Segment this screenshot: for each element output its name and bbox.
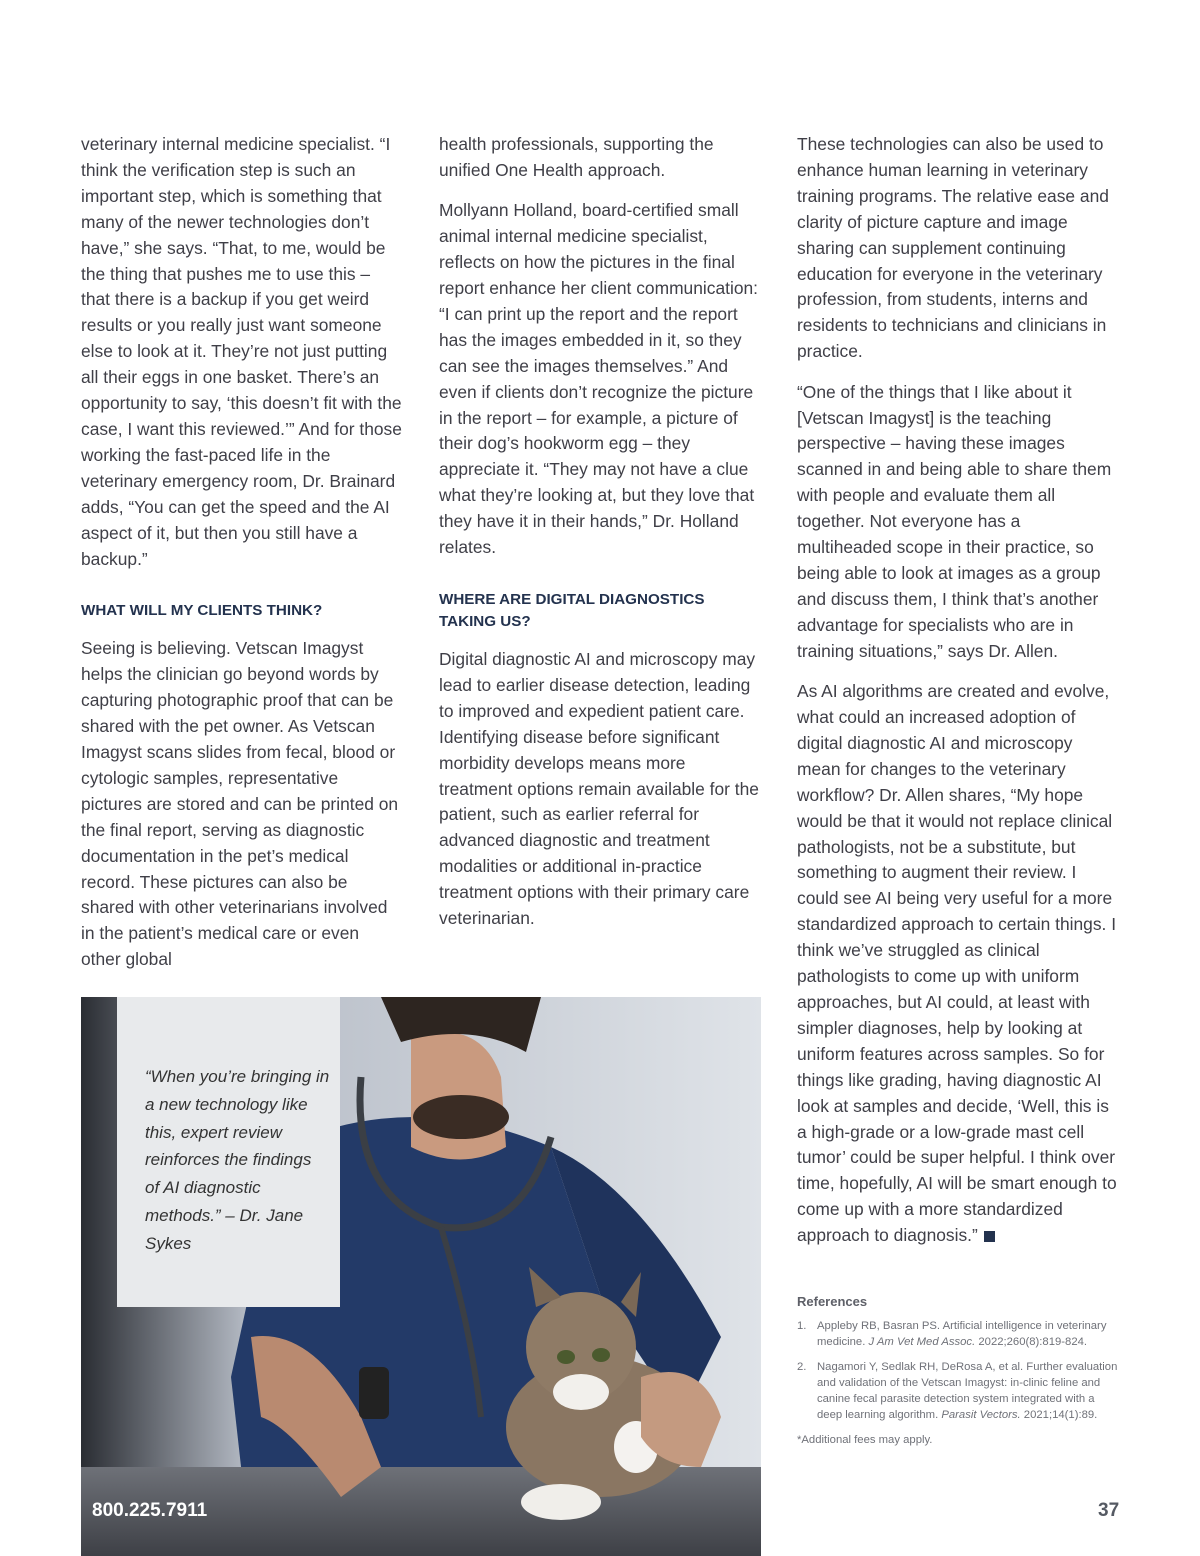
section-heading: WHAT WILL MY CLIENTS THINK? — [81, 602, 323, 620]
body-paragraph: Digital diagnostic AI and microscopy may lead to earlier disease detection, leading to improved and expedient patient care. Identifying disease before significant morbidity develops means more treatment options remain available for the patient, such as earlier referral for advanced diagnostic and treatment modalities or additional in-practice treatment options with their primary care veterinarian. — [439, 649, 759, 929]
section-heading: WHERE ARE DIGITAL DIAGNOSTICS TAKING US? — [439, 591, 705, 630]
body-paragraph — [797, 679, 1119, 1249]
pull-quote: “When you’re bringing in a new technology like this, expert review reinforces the findings of AI diagnostic methods.” – Dr. Jane Sykes — [145, 1067, 330, 1253]
end-of-article-mark — [984, 1231, 995, 1242]
body-paragraph: health professionals, supporting the unified One Health approach. — [439, 134, 714, 180]
reference-citation: Nagamori Y, Sedlak RH, DeRosa A, et al. Further evaluation and validation of the Vetscan Imagyst: in-clinic feline and canine fecal parasite detection system integrated with a deep learning algorithm. — [817, 1360, 1118, 1422]
body-paragraph: These technologies can also be used to enhance human learning in veterinary training programs. The relative ease and clarity of picture capture and image sharing can supplement continuing education for everyone in the veterinary profession, from students, interns and residents to technicians and clinicians in practice. — [797, 134, 1109, 362]
reference-volume: 2021;14(1):89. — [1020, 1409, 1098, 1422]
article-column-1 — [81, 132, 403, 988]
reference-number: 2. — [797, 1360, 807, 1373]
reference-volume: 2022;260(8):819-824. — [975, 1336, 1088, 1349]
page-number: 37 — [1098, 1500, 1120, 1521]
references-section — [797, 1294, 1122, 1448]
body-paragraph: Mollyann Holland, board-certified small animal internal medicine specialist, reflects on how the pictures in the final report enhance her client communication: “I can print up the report and the report has the images embedded in it, so they can see the images themselves.” And even if clients don’t recognize the picture in the report – for example, a picture of their dog’s hookworm egg – they appreciate it. “They may not have a clue what they’re looking at, but they love that they have it in their hands,” Dr. Holland relates. — [439, 200, 759, 558]
body-text: As AI algorithms are created and evolve, what could an increased adoption of digital diagnostic AI and microscopy mean for changes to the veterinary workflow? Dr. Allen shares, “My hope would be that it would not replace clinical pathologists, not be a substitute, but something to augment their review. I could see AI being very useful for a more standardized approach to certain things. I think we’ve struggled as clinical pathologists to come up with uniform approaches, but AI could, at least with simpler diagnoses, help by looking at uniform features across samples. So for things like grading, having diagnostic AI look at samples and decide, ‘Well, this is a high-grade or a low-grade mast cell tumor’ could be super helpful. I think over time, hopefully, AI will be smart enough to come up with a more standardized approach to diagnosis.” — [797, 681, 1117, 1246]
reference-journal: J Am Vet Med Assoc. — [868, 1336, 976, 1349]
reference-number: 1. — [797, 1320, 807, 1332]
reference-item — [797, 1318, 1122, 1351]
body-paragraph: veterinary internal medicine specialist. “I think the verification step is such an important step, which is something that many of the newer technologies don’t have,” she says. “That, to me, would be the thing that pushes me to use this – that there is a backup if you get weird results or you really just want someone else to look at it. They’re not just putting all their eggs in one basket. There’s an opportunity to say, ‘this doesn’t fit with the case, I want this reviewed.’” And for those working the fast-paced life in the veterinary emergency room, Dr. Brainard adds, “You can get the speed and the AI aspect of it, but then you still have a backup.” — [81, 134, 402, 569]
reference-citation: Appleby RB, Basran PS. Artificial intelligence in veterinary medicine. — [817, 1320, 1107, 1349]
body-paragraph: “One of the things that I like about it [Vetscan Imagyst] is the teaching perspective – having these images scanned in and being able to share them with people and evaluate them all together. Not everyone has a multiheaded scope in their practice, so being able to look at images as a group and discuss them, I think that’s another advantage for specialists who are in training situations,” says Dr. Allen. — [797, 381, 1112, 661]
footer-phone-number: 800.225.7911 — [92, 1500, 208, 1521]
reference-item — [797, 1359, 1122, 1424]
reference-journal: Parasit Vectors. — [941, 1409, 1021, 1422]
article-column-2 — [439, 132, 761, 946]
references-title: References — [797, 1294, 868, 1309]
reference-text — [817, 1318, 1122, 1351]
article-column-3 — [797, 132, 1119, 1264]
pull-quote-box — [117, 997, 340, 1307]
reference-text — [817, 1359, 1122, 1424]
fees-footnote: *Additional fees may apply. — [797, 1433, 933, 1446]
body-paragraph: Seeing is believing. Vetscan Imagyst helps the clinician go beyond words by capturing photographic proof that can be shared with the pet owner. As Vetscan Imagyst scans slides from fecal, blood or cytologic samples, representative pictures are stored and can be printed on the final report, serving as diagnostic documentation in the pet’s medical record. These pictures can also be shared with other veterinarians involved in the patient’s medical care or even other global — [81, 638, 399, 970]
